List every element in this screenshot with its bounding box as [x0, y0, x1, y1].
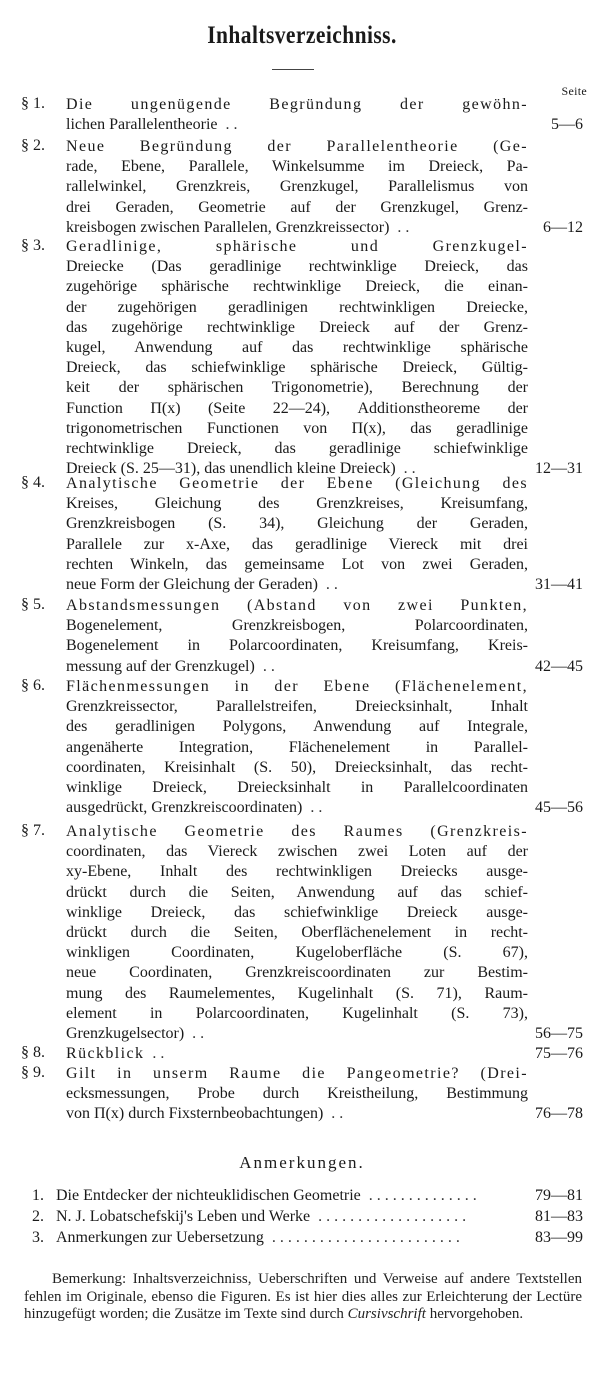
anmerkungen-title: Anmerkungen.: [239, 1153, 365, 1172]
section-line: trigonometrischen Functionen von Π(x), das geradlinige: [66, 419, 528, 437]
section-line: Gilt in unserm Raume die Pangeometrie? (Drei-: [66, 1065, 528, 1082]
remark-label: Bemerkung:: [52, 1271, 127, 1287]
section-line: kugel, Anwendung auf das rechtwinklige sphärische: [66, 339, 528, 356]
section-line: rechtwinklige Dreieck, das geradlinige schiefwinklige: [66, 440, 528, 457]
section-line: drückt durch die Seiten, Oberflächenelement in recht-: [66, 924, 528, 941]
section-line: Die ungenügende Begründung der gewöhn-: [66, 96, 528, 113]
section-line: Grenzkreisbogen (S. 34), Gleichung der Geraden,: [66, 515, 528, 533]
section-line: angenäherte Integration, Flächenelement in Parallel-: [66, 738, 528, 756]
section-pages: 5—6: [551, 116, 583, 134]
remark-paragraph: [24, 1271, 582, 1324]
section-line: rade, Ebene, Parallele, Winkelsumme im Dreieck, Pa-: [66, 158, 528, 176]
section-line: messung auf der Grenzkugel) ..: [66, 657, 279, 675]
seite-label: Seite: [561, 84, 587, 98]
section-number: § 9.: [21, 1064, 45, 1081]
dot-leader: ..: [395, 460, 420, 478]
section-pages: 42—45: [535, 657, 583, 675]
section-line: Grenzkugelsector) ..: [66, 1025, 209, 1042]
anmerkung-number: 2.: [32, 1208, 44, 1225]
section-number: § 3.: [21, 237, 45, 254]
section-line: Abstandsmessungen (Abstand von zwei Punkten,: [66, 597, 528, 614]
dot-leader: ..............: [360, 1187, 481, 1204]
section-number: § 6.: [21, 677, 45, 694]
anmerkung-pages: 79—81: [535, 1187, 583, 1204]
dot-leader: ...................: [310, 1208, 471, 1225]
section-line: coordinaten, das Viereck zwischen zwei Loten auf der: [66, 843, 528, 861]
anmerkung-number: 1.: [32, 1187, 44, 1204]
section-pages: 56—75: [535, 1025, 583, 1042]
section-line: Dreieck (S. 25—31), das unendlich kleine Dreieck) ..: [66, 460, 420, 478]
section-line: Bogenelement in Polarcoordinaten, Kreisumfang, Kreis-: [66, 637, 528, 655]
section-line: rallelwinkel, Grenzkreis, Grenzkugel, Parallelismus von: [66, 178, 528, 196]
section-line: der zugehörigen geradlinigen rechtwinkligen Dreiecke,: [66, 298, 528, 316]
section-pages: 45—56: [535, 799, 583, 817]
dot-leader: ........................: [263, 1229, 464, 1246]
section-pages: 6—12: [543, 218, 583, 236]
anmerkung-text: Die Entdecker der nichteuklidischen Geometrie ..............: [56, 1187, 481, 1204]
section-number: § 8.: [21, 1044, 45, 1061]
section-line: Function Π(x) (Seite 22—24), Additionstheoreme der: [66, 399, 528, 417]
dot-leader: ..: [302, 799, 327, 817]
remark-note: [24, 1271, 582, 1324]
section-line: winklige Dreieck, das schiefwinklige Dreieck ausge-: [66, 903, 528, 921]
section-pages: 12—31: [535, 460, 583, 478]
dot-leader: ..: [144, 1045, 169, 1062]
section-line: das zugehörige rechtwinklige Dreieck auf der Grenz-: [66, 318, 528, 336]
section-line: drückt durch die Seiten, Anwendung auf das schief-: [66, 883, 528, 901]
section-number: § 7.: [21, 822, 45, 839]
section-number: § 5.: [21, 596, 45, 613]
section-line: ausgedrückt, Grenzkreiscoordinaten) ..: [66, 799, 327, 817]
dot-leader: ..: [317, 576, 342, 593]
section-line: ecksmessungen, Probe durch Kreistheilung, Bestimmung: [66, 1085, 528, 1103]
anmerkung-text: N. J. Lobatschefskij's Leben und Werke ...................: [56, 1208, 471, 1225]
section-line: Bogenelement, Grenzkreisbogen, Polarcoordinaten,: [66, 617, 528, 635]
section-line: keit der sphärischen Trigonometrie), Berechnung der: [66, 379, 528, 397]
dot-leader: ..: [323, 1105, 348, 1123]
section-line: Parallele zur x-Axe, das geradlinige Viereck mit drei: [66, 535, 528, 553]
dot-leader: ..: [389, 218, 414, 236]
anmerkung-number: 3.: [32, 1229, 44, 1246]
section-line: winklige Dreieck, Dreiecksinhalt in Parallelcoordinaten: [66, 779, 528, 796]
section-line: Rückblick ..: [66, 1045, 169, 1062]
section-line: kreisbogen zwischen Parallelen, Grenzkreissector) ..: [66, 218, 414, 236]
section-line: neue Form der Gleichung der Geraden) ..: [66, 576, 342, 593]
dot-leader: ..: [254, 657, 279, 675]
anmerkung-text: Anmerkungen zur Uebersetzung ........................: [56, 1229, 464, 1246]
section-line: Flächenmessungen in der Ebene (Flächenelement,: [66, 678, 528, 695]
anmerkung-pages: 81—83: [535, 1208, 583, 1225]
section-line: element in Polarcoordinaten, Kugelinhalt (S. 73),: [66, 1004, 528, 1022]
section-number: § 4.: [21, 474, 45, 491]
dot-leader: ..: [184, 1025, 209, 1042]
section-line: zugehörige sphärische rechtwinklige Dreieck, die einan-: [66, 278, 528, 296]
section-line: mung des Raumelementes, Kugelinhalt (S. 71), Raum-: [66, 984, 528, 1002]
section-line: Dreieck, das schiefwinklige sphärische Dreieck, Gültig-: [66, 359, 528, 377]
remark-italic: Cursivschrift: [347, 1306, 426, 1322]
section-line: xy-Ebene, Inhalt des rechtwinkligen Dreiecks ausge-: [66, 863, 528, 881]
section-line: des geradlinigen Polygons, Anwendung auf Integrale,: [66, 718, 528, 736]
section-line: Kreises, Gleichung des Grenzkreises, Kreisumfang,: [66, 495, 528, 513]
page-title: Inhaltsverzeichniss.: [207, 22, 397, 49]
section-number: § 1.: [21, 95, 45, 112]
section-line: lichen Parallelentheorie ..: [66, 116, 242, 134]
section-number: § 2.: [21, 137, 45, 154]
dot-leader: ..: [217, 116, 242, 134]
title-rule: [272, 69, 314, 70]
section-line: coordinaten, Kreisinhalt (S. 50), Dreiecksinhalt, das recht-: [66, 758, 528, 776]
section-line: Neue Begründung der Parallelentheorie (Ge-: [66, 138, 528, 155]
section-line: Grenzkreissector, Parallelstreifen, Dreiecksinhalt, Inhalt: [66, 698, 528, 716]
section-line: rechten Winkeln, das gemeinsame Lot von zwei Geraden,: [66, 555, 528, 573]
section-line: Analytische Geometrie des Raumes (Grenzkreis-: [66, 823, 528, 840]
anmerkung-pages: 83—99: [535, 1229, 583, 1246]
section-pages: 76—78: [535, 1105, 583, 1123]
section-line: winkligen Coordinaten, Kugeloberfläche (S. 67),: [66, 944, 528, 962]
remark-text: Inhaltsverzeichniss, Ueberschriften und Verweise auf andere Textstellen fehlen im Originale, ebenso die Figuren. Es ist hier dies alles zur Erleichterung der Lectüre hinzugefügt worden; die Zusätze im Texte sind durch: [24, 1271, 583, 1322]
remark-end: hervorgehoben.: [429, 1306, 524, 1322]
section-pages: 31—41: [535, 576, 583, 593]
section-line: von Π(x) durch Fixsternbeobachtungen) ..: [66, 1105, 348, 1123]
section-line: neue Coordinaten, Grenzkreiscoordinaten zur Bestim-: [66, 964, 528, 982]
section-line: Dreiecke (Das geradlinige rechtwinklige Dreieck, das: [66, 258, 528, 276]
section-line: Analytische Geometrie der Ebene (Gleichung des: [66, 475, 528, 492]
section-line: drei Geraden, Geometrie auf der Grenzkugel, Grenz-: [66, 198, 528, 216]
section-pages: 75—76: [535, 1045, 583, 1062]
section-line: Geradlinige, sphärische und Grenzkugel-: [66, 238, 528, 255]
